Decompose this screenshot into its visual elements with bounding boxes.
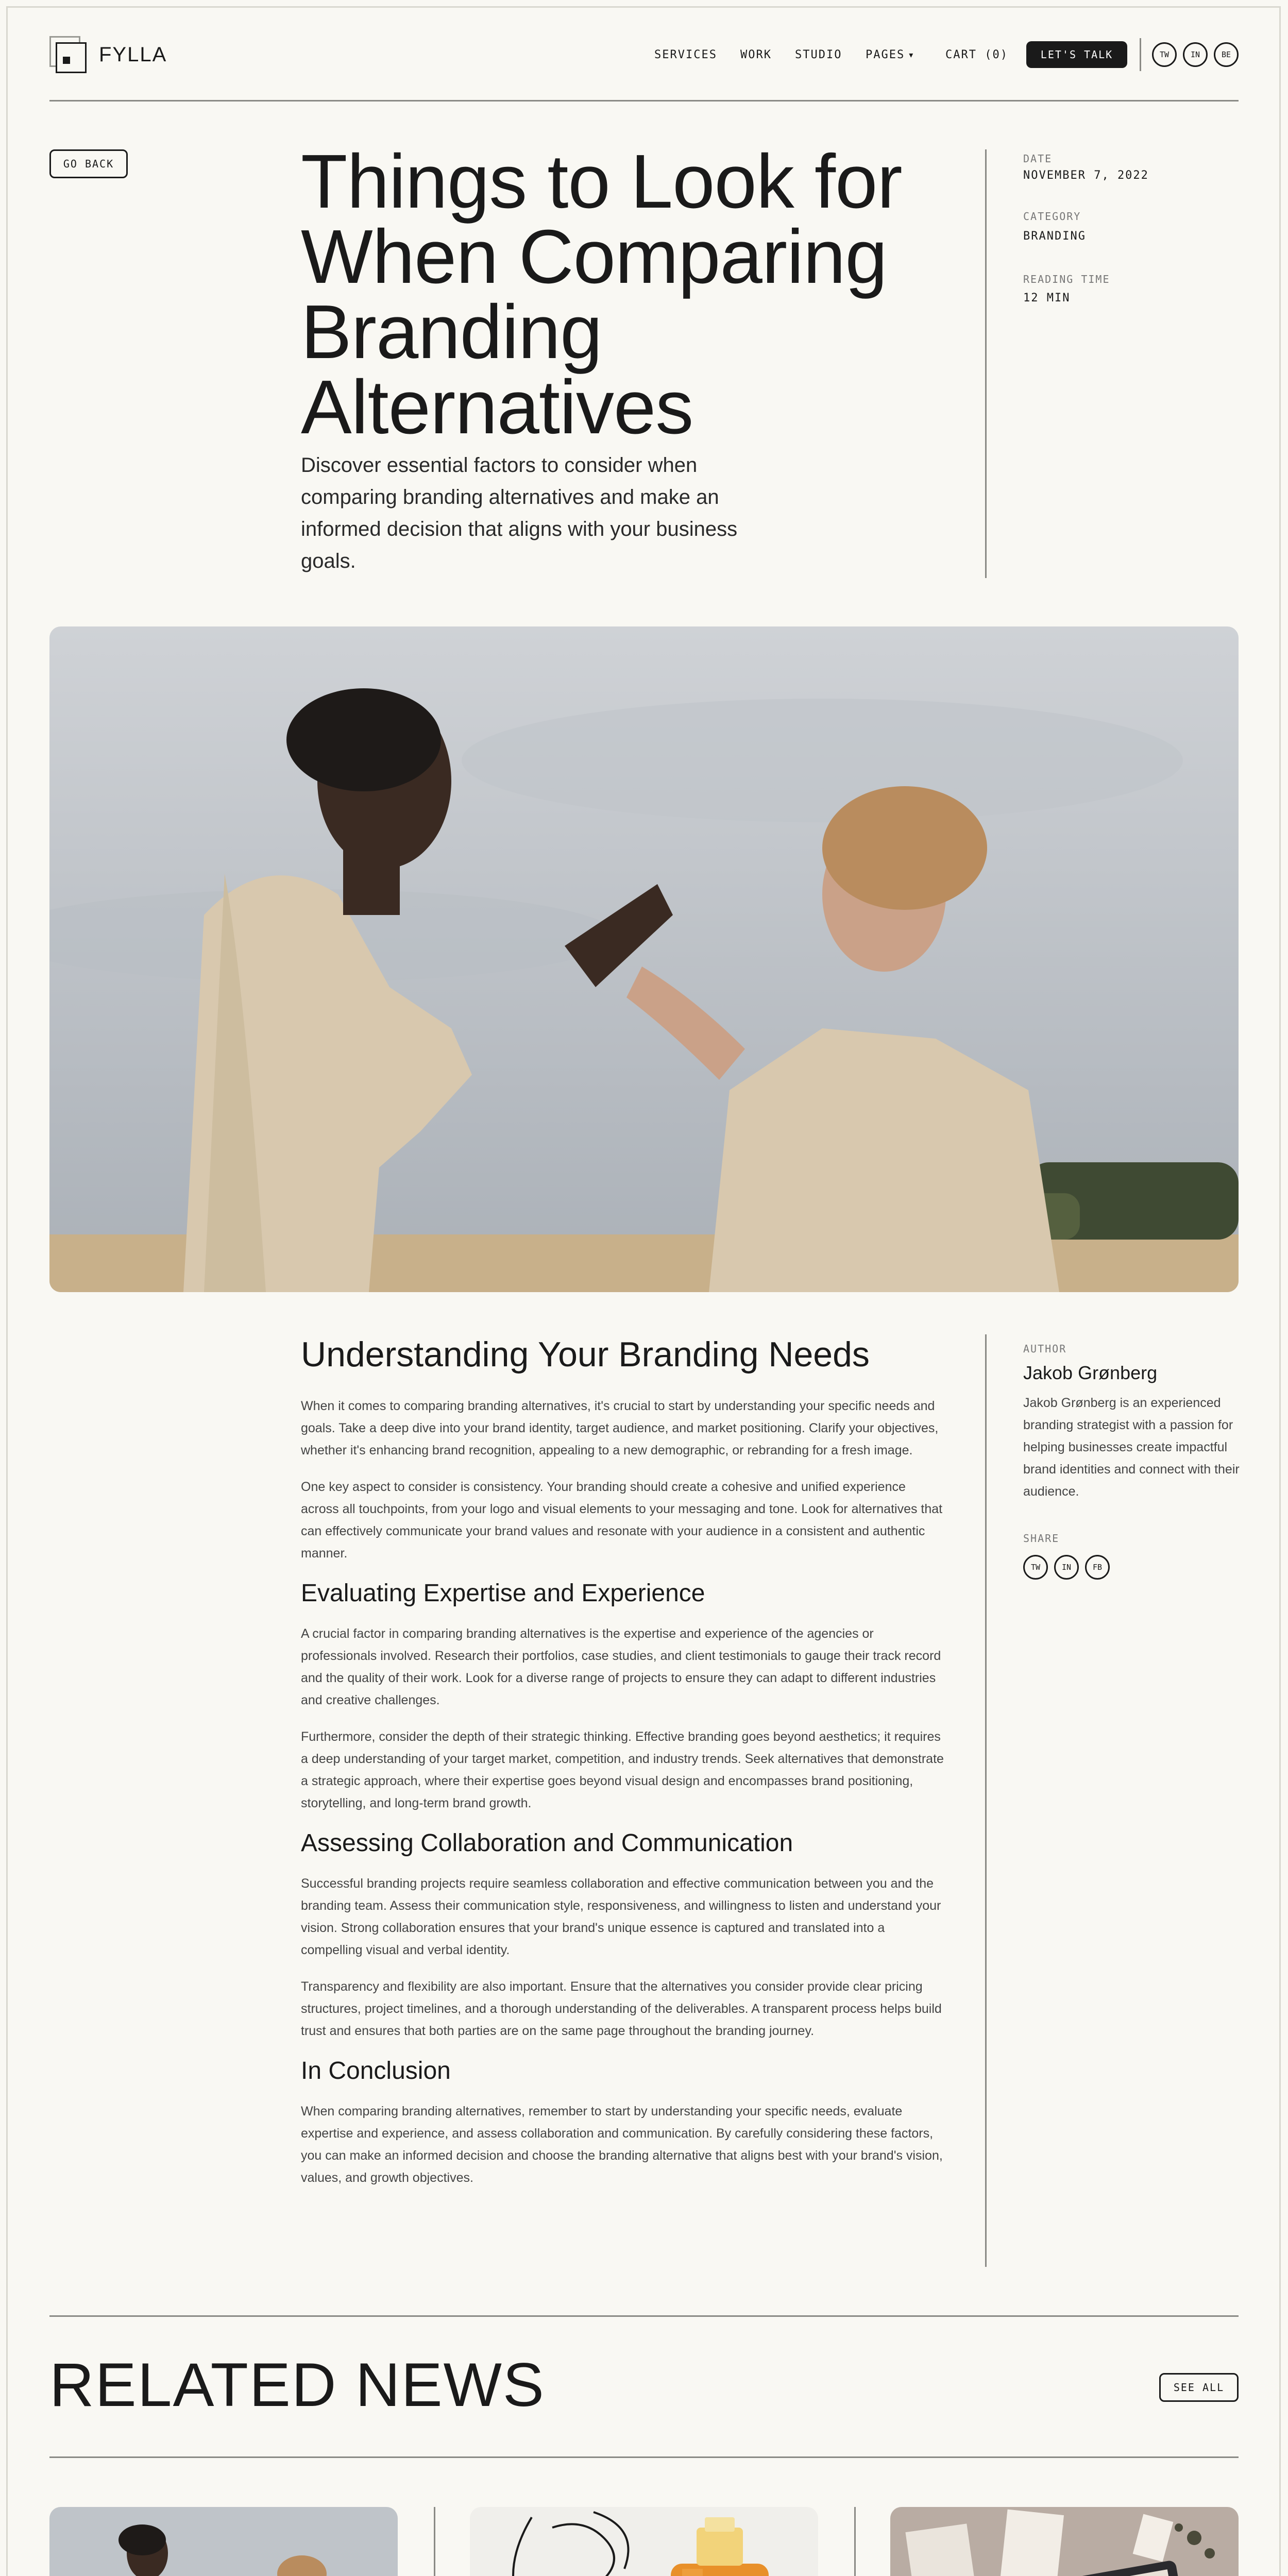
linkedin-icon[interactable]: IN [1183,42,1208,67]
chevron-down-icon: ▾ [909,50,913,60]
twitter-icon[interactable]: TW [1152,42,1177,67]
nav-pages-dropdown[interactable] [866,48,913,61]
paragraph: Successful branding projects require seamless collaboration and effective communication between you and the branding team. Assess their communication style, responsiveness, and willingness to listen and understand your vision. Strong collaboration ensures that your brand's unique essence is captured and translated into a compelling visual and verbal identity. [301,1876,941,1957]
paragraph: Transparency and flexibility are also important. Ensure that the alternatives you consider provide clear pricing structures, project timelines, and a thorough understanding of the deliverables. A transparent process helps build trust and ensures that both parties are on the same page throughout the branding journey. [301,1979,942,2038]
go-back-button[interactable]: GO BACK [49,149,128,178]
related-card-2-image[interactable] [470,2507,818,2576]
paragraph: When it comes to comparing branding alternatives, it's crucial to start by understanding your specific needs and goals. Take a deep dive into your brand identity, target audience, and market positioning. Clarify your objectives, whether it's enhancing brand recognition, appealing to a new demographic, or rebranding for a fresh image. [301,1399,939,1458]
hero-sidebar-divider [985,149,987,578]
paragraph: Furthermore, consider the depth of their strategic thinking. Effective branding goes beyond aesthetics; it requires a deep understanding of your target market, competition, and industry trends. Seek alternatives that demonstrate a strategic approach, where their expertise goes beyond visual design and encompasses brand positioning, storytelling, and long-term brand growth. [301,1730,944,1810]
nav-services[interactable]: SERVICES [654,48,717,61]
related-photo-illustration [470,2507,818,2576]
author-name: Jakob Grønberg [1023,1362,1158,1383]
article-body [301,1334,945,2204]
see-all-button[interactable]: SEE ALL [1159,2373,1239,2402]
page-subtitle: Discover essential factors to consider when comparing branding alternatives and make an informed decision that aligns with your business goals. [301,454,738,572]
category-value: BRANDING [1023,230,1086,243]
behance-icon[interactable]: BE [1214,42,1239,67]
lets-talk-button[interactable]: LET'S TALK [1026,41,1127,68]
section-heading-2: Evaluating Expertise and Experience [301,1580,705,1607]
related-card-3-image[interactable] [890,2507,1239,2576]
related-bottom-divider [49,2456,1239,2458]
nav-divider [1140,38,1141,71]
section-heading-4: In Conclusion [301,2057,451,2084]
brand-name: FYLLA [99,43,167,66]
nav-pages-label: PAGES [866,48,905,61]
section-heading-3: Assessing Collaboration and Communication [301,1829,793,1857]
category-label: CATEGORY [1023,210,1081,223]
paragraph: One key aspect to consider is consistency. Your branding should create a cohesive and unified experience across all touchpoints, from your logo and visual elements to your messaging and tone. Look for alternatives that can effectively communicate your brand values and resonate with your audience in a consistent and authentic manner. [301,1480,943,1561]
reading-time-value: 12 MIN [1023,292,1071,304]
paragraph: A crucial factor in comparing branding alternatives is the expertise and experience of the agencies or professionals involved. Research their portfolios, case studies, and client testimonials to gauge their track record and the quality of their work. Look for a diverse range of projects to ensure they can adapt to different industries and creative challenges. [301,1626,941,1707]
header-divider [49,100,1239,101]
section-heading-1: Understanding Your Branding Needs [301,1335,870,1374]
author-bio: Jakob Grønberg is an experienced branding strategist with a passion for helping businesses create impactful brand identities and connect with their audience. [1023,1396,1240,1499]
reading-time-label: READING TIME [1023,273,1110,285]
nav-work[interactable]: WORK [740,48,772,61]
related-top-divider [49,2315,1239,2317]
related-photo-illustration [49,2507,398,2576]
article-sidebar-divider [985,1334,987,2267]
share-twitter-icon[interactable]: TW [1023,1555,1048,1580]
related-title: RELATED NEWS [49,2350,545,2419]
date-value: NOVEMBER 7, 2022 [1023,169,1149,182]
related-card-1-image[interactable] [49,2507,398,2576]
page-title: Things to Look for When Comparing Branding Alternatives [301,139,902,450]
related-photo-illustration [890,2507,1239,2576]
logo-icon [49,36,87,73]
nav-cart[interactable]: CART (0) [945,48,1008,61]
share-facebook-icon[interactable]: FB [1085,1555,1110,1580]
related-divider-1 [434,2507,435,2576]
nav-studio[interactable]: STUDIO [795,48,842,61]
hero-image [49,626,1239,1292]
author-label: AUTHOR [1023,1343,1067,1355]
paragraph: When comparing branding alternatives, remember to start by understanding your specific needs, evaluate expertise and experience, and assess collaboration and communication. By carefully considering these factors, you can make an informed decision and choose the branding alternative that aligns best with your brand's vision, values, and growth objectives. [301,2104,943,2185]
date-label: DATE [1023,152,1053,165]
related-divider-2 [854,2507,856,2576]
share-linkedin-icon[interactable]: IN [1054,1555,1079,1580]
hero-photo-illustration [49,626,1239,1292]
share-label: SHARE [1023,1532,1060,1545]
brand-logo[interactable] [49,36,167,73]
